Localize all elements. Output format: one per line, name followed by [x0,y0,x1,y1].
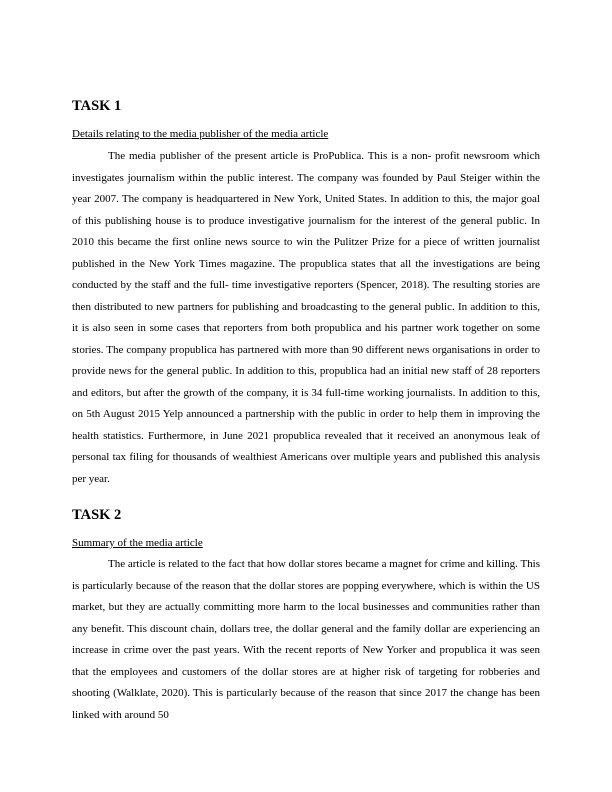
task1-paragraph: The media publisher of the present article is ProPublica. This is a non- profit newsroom which investigates journalism within the public interest. The company was founded by Paul Steiger within the year 2007. The company is headquartered in New York, United States. In addition to this, the major goal of this publishing house is to produce investigative journalism for the interest of the general public. In 2010 this became the first online news source to win the Pulitzer Prize for a piece of written journalist published in the New York Times magazine. The propublica states that all the investigations are being conducted by the staff and the full- time investigative reporters (Spencer, 2018). The resulting stories are then distributed to new partners for publishing and broadcasting to the general public. In addition to this, it is also seen in some cases that reporters from both propublica and his partner work together on some stories. The company propublica has partnered with more than 90 different news organisations in order to provide news for the general public. In addition to this, propublica had an initial new staff of 28 reporters and editors, but after the growth of the company, it is 34 full-time working journalists. In addition to this, on 5th August 2015 Yelp announced a partnership with the public in order to help them in improving the health statistics. Furthermore, in June 2021 propublica revealed that it received an anonymous leak of personal tax filing for thousands of wealthiest Americans over multiple years and published this analysis per year. [72,150,540,485]
task2-heading: TASK 2 [72,507,122,523]
task2-paragraph: The article is related to the fact that how dollar stores became a magnet for crime and killing. This is particularly because of the reason that the dollar stores are popping everywhere, which is within the US market, but they are actually committing more harm to the local businesses and communities rather than any benefit. This discount chain, dollars tree, the dollar general and the family dollar are experiencing an increase in crime over the past years. With the recent reports of New Yorker and propublica it was seen that the employees and customers of the dollar stores are at higher risk of targeting for robberies and shooting (Walklate, 2020). This is particularly because of the reason that since 2017 the change has been linked with around 50 [72,558,540,721]
task1-heading: TASK 1 [72,98,122,114]
task1-subheading: Details relating to the media publisher of the media article [72,128,329,140]
task2-subheading: Summary of the media article [72,537,203,549]
